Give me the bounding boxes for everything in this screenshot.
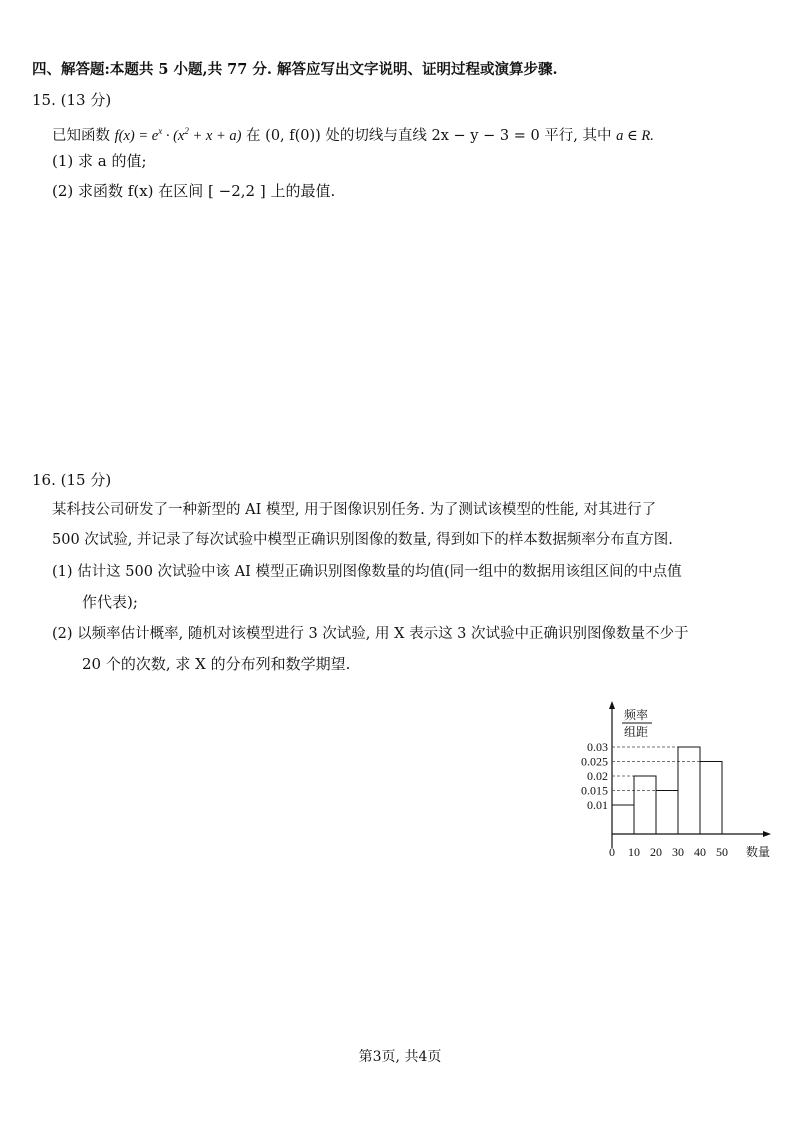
y-label-denominator: 组距 [624,725,649,739]
q16-part2-line2: 20 个的次数, 求 X 的分布列和数学期望. [82,655,351,673]
q16-number: 16. (15 分) [32,471,112,489]
x-tick-label-0: 0 [609,845,615,859]
y-tick-label-1: 0.015 [581,783,608,798]
q15-formula-rest: + x + a) [188,127,242,144]
y-tick-label-0: 0.01 [587,798,608,812]
x-tick-label-1: 10 [628,845,640,859]
q16-line2: 500 次试验, 并记录了每次试验中模型正确识别图像的数量, 得到如下的样本数据频率分布直方图. [52,532,673,548]
q15-stem-end: a ∈ R. [616,127,654,144]
y-label-numerator: 频率 [624,708,649,722]
histogram-bar-0 [612,805,634,834]
section-title: 四、解答题:本题共 5 小题,共 77 分. 解答应写出文字说明、证明过程或演算步骤. [32,61,558,78]
q16-part2-line1: (2) 以频率估计概率, 随机对该模型进行 3 次试验, 用 X 表示这 3 次试验中正确识别图像数量不少于 [52,626,689,642]
x-tick-label-4: 40 [694,845,706,859]
q15-stem-mid: 在 (0, f(0)) 处的切线与直线 2x − y − 3 = 0 平行, 其中 [241,127,617,144]
x-tick-label-3: 30 [672,845,684,859]
q15-part1: (1) 求 a 的值; [52,152,147,170]
x-tick-label-5: 50 [716,845,728,859]
q15-stem-pre: 已知函数 [52,127,115,144]
page-footer: 第3页, 共4页 [358,1049,442,1065]
y-axis-arrow-icon [609,701,615,709]
y-tick-label-3: 0.025 [581,754,608,769]
q15-formula-sup: x [158,126,163,136]
histogram-bar-1 [634,776,656,834]
x-axis-arrow-icon [763,831,771,837]
histogram-bar-4 [700,762,722,835]
q15-part2: (2) 求函数 f(x) 在区间 [ −2,2 ] 上的最值. [52,182,336,200]
y-tick-label-2: 0.02 [587,769,608,783]
histogram-bar-3 [678,747,700,834]
q15-formula-mid: · (x [162,127,185,144]
q15-number: 15. (13 分) [32,91,112,109]
histogram-bar-2 [656,791,678,835]
q16-part1-line2: 作代表); [82,593,138,611]
x-axis-label: 数量 [746,845,771,859]
q15-stem [52,121,654,146]
q15-formula-fx: f(x) = e [114,127,159,144]
q16-part1-line1: (1) 估计这 500 次试验中该 AI 模型正确识别图像数量的均值(同一组中的数据用该组区间的中点值 [52,564,682,580]
x-tick-label-2: 20 [650,845,662,859]
y-tick-label-4: 0.03 [587,740,608,754]
q16-line1: 某科技公司研发了一种新型的 AI 模型, 用于图像识别任务. 为了测试该模型的性能, 对其进行了 [52,502,657,518]
frequency-histogram [570,700,790,870]
q15-formula-sup2: 2 [184,126,189,136]
